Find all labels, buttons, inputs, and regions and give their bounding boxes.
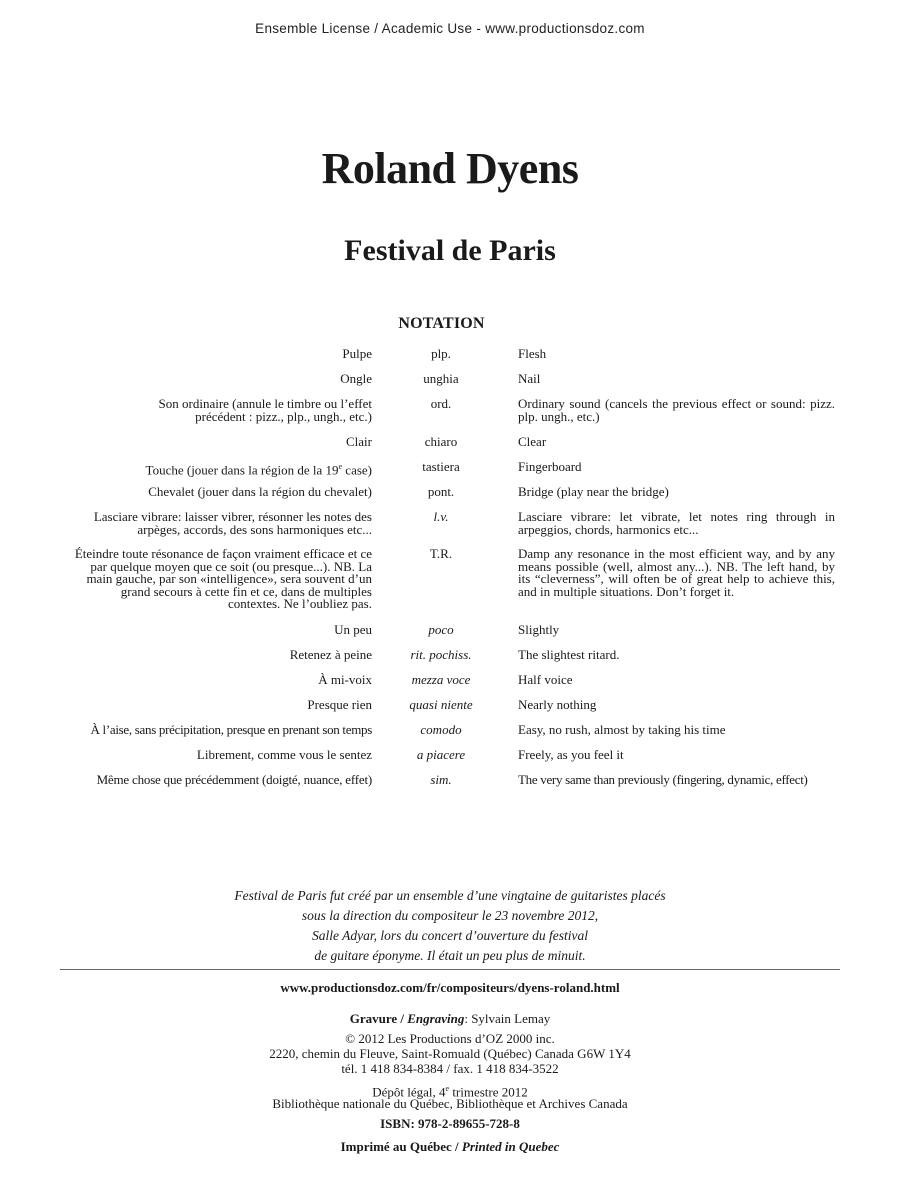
notation-abbreviation: rit. pochiss. [410,647,472,662]
legal-deposit-text: Dépôt légal, 4 [372,1084,446,1100]
notation-english: Slightly [518,622,560,637]
publisher-phone: tél. 1 418 834-8384 / fax. 1 418 834-3522 [341,1061,559,1076]
notation-english: Nail [518,371,541,386]
notation-english: Nearly nothing [518,697,597,712]
notation-french: Chevalet (jouer dans la région du chevalet) [148,484,372,499]
notation-french: Ongle [340,371,372,386]
notation-abbreviation: pont. [427,484,455,499]
premiere-line: Festival de Paris fut créé par un ensemble d’une vingtaine de guitaristes placés [234,888,666,903]
notation-english: Easy, no rush, almost by taking his time [518,722,726,737]
notation-abbreviation: tastiera [422,459,460,474]
notation-abbreviation: T.R. [429,546,453,561]
notation-heading: NOTATION [398,315,485,332]
notation-abbreviation: ord. [430,396,452,411]
legal-deposit-superscript: e [445,1084,450,1093]
notation-french: Un peu [334,622,372,637]
notation-abbreviation: poco [428,622,454,637]
notation-french: Presque rien [307,697,372,712]
work-title: Festival de Paris [344,234,556,267]
notation-french: Lasciare vibrare: laisser vibrer, résonner les notes des arpèges, accords, des sons harmoniques etc... [93,509,372,537]
premiere-note [0,886,900,966]
premiere-line: sous la direction du compositeur le 23 novembre 2012, [301,908,599,923]
publisher-address: 2220, chemin du Fleuve, Saint-Romuald (Québec) Canada G6W 1Y4 [269,1046,631,1061]
notation-english: Freely, as you feel it [518,747,624,762]
publisher-url[interactable]: www.productionsdoz.com/fr/compositeurs/dyens-roland.html [280,980,620,995]
notation-english: Flesh [518,346,547,361]
library-credit: Bibliothèque nationale du Québec, Bibliothèque et Archives Canada [272,1096,628,1111]
premiere-line: Salle Adyar, lors du concert d’ouverture du festival [312,928,588,943]
notation-french: Éteindre toute résonance de façon vraiment efficace et ce par quelque moyen que ce soit (ou presque...). NB. La main gauche, par son «intelligence», sera souvent d’un grand secours à cette fin et ce, dans de multiples contextes. Ne l’oubliez pas. [74,546,372,612]
notation-french: Pulpe [342,346,372,361]
engraving-label-en: Engraving [407,1011,465,1026]
engraver-name: : Sylvain Lemay [464,1011,551,1026]
notation-french [42,461,372,477]
notation-english: Clear [518,434,547,449]
notation-english: Lasciare vibrare: let vibrate, let notes ring through in arpeggios, chords, harmonics etc... [518,509,835,537]
notation-abbreviation: quasi niente [409,697,473,712]
notation-french: Librement, comme vous le sentez [196,747,372,762]
license-header: Ensemble License / Academic Use - www.productionsdoz.com [255,21,645,36]
notation-english: Half voice [518,672,573,687]
notation-french: Son ordinaire (annule le timbre ou l’effet précédent : pizz., plp., ungh., etc.) [158,396,372,424]
copyright: © 2012 Les Productions d’OZ 2000 inc. [345,1031,555,1046]
divider [60,969,840,970]
notation-abbreviation: chiaro [424,434,458,449]
isbn: ISBN: 978-2-89655-728-8 [380,1116,520,1131]
engraving-label-fr: Gravure / [349,1011,404,1026]
notation-french-text-after: case) [342,462,372,478]
notation-french: Clair [346,434,372,449]
notation-abbreviation: l.v. [433,509,449,524]
notation-french-superscript: e [338,462,343,471]
notation-abbreviation: unghia [423,371,459,386]
printed-in [0,1139,900,1155]
notation-french-text: Touche (jouer dans la région de la 19 [145,462,339,478]
composer-name: Roland Dyens [321,144,579,193]
notation-abbreviation: plp. [431,346,451,361]
notation-english: The very same than previously (fingering, dynamic, effect) [518,772,808,787]
notation-english: Bridge (play near the bridge) [518,484,669,499]
notation-french: À l’aise, sans précipitation, presque en prenant son temps [90,722,372,737]
notation-abbreviation: comodo [420,722,462,737]
notation-english: Fingerboard [518,459,582,474]
notation-abbreviation: sim. [430,772,452,787]
printed-in-en: Printed in Quebec [461,1139,560,1154]
notation-abbreviation: mezza voce [411,672,471,687]
notation-abbreviation: a piacere [416,747,466,762]
printed-in-fr: Imprimé au Québec / [340,1139,459,1154]
notation-french: Retenez à peine [289,647,372,662]
notation-english: Ordinary sound (cancels the previous effect or sound: pizz. plp. ungh., etc.) [518,396,835,424]
legal-deposit-after: trimestre 2012 [449,1084,528,1100]
notation-french: Même chose que précédemment (doigté, nuance, effet) [96,772,372,787]
notation-english: Damp any resonance in the most efficient way, and by any means possible (well, almost any...). NB. The left hand, by its “cleverness”, will often be of great help to achieve this, and in multiple situations. Don’t forget it. [518,546,835,599]
notation-english: The slightest ritard. [518,647,620,662]
notation-french: À mi-voix [318,672,372,687]
engraving-credit [0,1011,900,1027]
premiere-line: de guitare éponyme. Il était un peu plus de minuit. [314,948,586,963]
